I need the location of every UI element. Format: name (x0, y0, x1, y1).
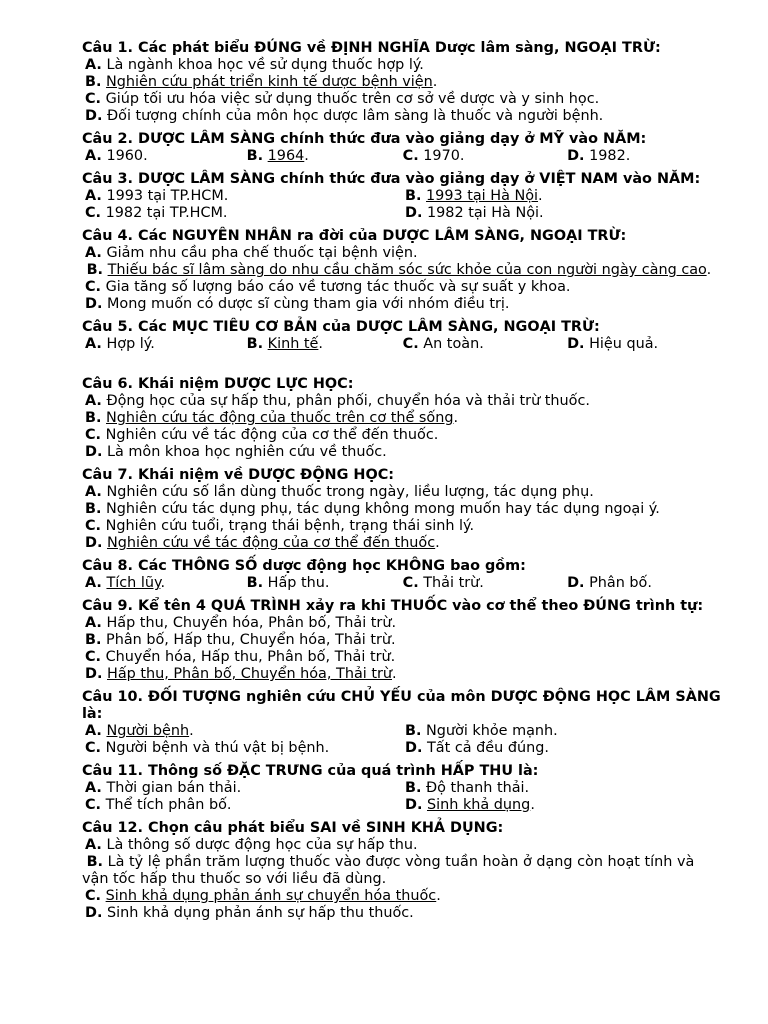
question-block (82, 376, 722, 461)
answer-option: D. Tất cả đều đúng. (405, 740, 549, 756)
question-block (82, 40, 722, 125)
answer-option: A. Thời gian bán thải. (85, 780, 242, 796)
answer-option-correct: B. Kinh tế. (246, 336, 323, 352)
question-title: Câu 4. Các NGUYÊN NHÂN ra đời của DƯỢC LÂM SÀNG, NGOẠI TRỪ: (82, 228, 627, 244)
answer-option: D. 1982. (567, 148, 631, 164)
answer-option: C. Chuyển hóa, Hấp thu, Phân bố, Thải trừ. (85, 649, 396, 665)
question-title: Câu 6. Khái niệm DƯỢC LỰC HỌC: (82, 376, 354, 392)
question-block (82, 467, 722, 552)
answer-option: D. 1982 tại Hà Nội. (405, 205, 544, 221)
answer-row (82, 336, 722, 353)
answer-option: D. Là môn khoa học nghiên cứu về thuốc. (85, 444, 387, 460)
answer-option-correct: B. Nghiên cứu tác động của thuốc trên cơ thể sống. (85, 410, 459, 426)
answer-option: D. Hiệu quả. (567, 336, 659, 352)
answer-option-correct: A. Người bệnh. (85, 723, 194, 739)
answer-option-correct: C. Sinh khả dụng phản ánh sự chuyển hóa thuốc. (85, 888, 441, 904)
answer-option: C. Thải trừ. (402, 575, 484, 591)
answer-option: B. Độ thanh thải. (405, 780, 530, 796)
answer-option: A. Hợp lý. (85, 336, 155, 352)
question-block (82, 319, 722, 353)
question-title: Câu 5. Các MỤC TIÊU CƠ BẢN của DƯỢC LÂM SÀNG, NGOẠI TRỪ: (82, 319, 600, 335)
answer-option: A. Động học của sự hấp thu, phân phối, chuyển hóa và thải trừ thuốc. (85, 393, 590, 409)
answer-row (82, 723, 722, 740)
exam-page (82, 40, 722, 922)
answer-row (82, 780, 722, 797)
answer-option: A. Là ngành khoa học về sử dụng thuốc hợp lý. (85, 57, 424, 73)
answer-option-correct: B. 1964. (246, 148, 309, 164)
answer-option: A. Nghiên cứu số lần dùng thuốc trong ngày, liều lượng, tác dụng phụ. (85, 484, 594, 500)
question-title: Câu 1. Các phát biểu ĐÚNG về ĐỊNH NGHĨA Dược lâm sàng, NGOẠI TRỪ: (82, 40, 661, 56)
question-title: Câu 3. DƯỢC LÂM SÀNG chính thức đưa vào giảng dạy ở VIỆT NAM vào NĂM: (82, 171, 701, 187)
answer-option: A. 1993 tại TP.HCM. (85, 188, 229, 204)
question-block (82, 131, 722, 165)
answer-option: C. 1970. (402, 148, 465, 164)
answer-option: D. Phân bố. (567, 575, 652, 591)
answer-option-correct: B. 1993 tại Hà Nội. (405, 188, 543, 204)
answer-option: B. Người khỏe mạnh. (405, 723, 558, 739)
answer-option: C. 1982 tại TP.HCM. (85, 205, 228, 221)
answer-option: C. Gia tăng số lượng báo cáo về tương tác thuốc và sự suất y khoa. (85, 279, 571, 295)
answer-option-correct: D. Nghiên cứu về tác động của cơ thể đến thuốc. (85, 535, 440, 551)
answer-row (82, 797, 722, 814)
answer-option: A. 1960. (85, 148, 148, 164)
question-block (82, 228, 722, 313)
question-title: Câu 2. DƯỢC LÂM SÀNG chính thức đưa vào giảng dạy ở MỸ vào NĂM: (82, 131, 647, 147)
answer-row (82, 188, 722, 205)
answer-option: A. Hấp thu, Chuyển hóa, Phân bố, Thải trừ. (85, 615, 397, 631)
answer-option: A. Là thông số dược động học của sự hấp thu. (85, 837, 418, 853)
question-block (82, 763, 722, 814)
question-title: Câu 11. Thông số ĐẶC TRƯNG của quá trình HẤP THU là: (82, 763, 539, 779)
answer-option-correct: B. Thiếu bác sĩ lâm sàng do nhu cầu chăm sóc sức khỏe của con người ngày càng cao. (86, 262, 712, 278)
answer-option: B. Hấp thu. (246, 575, 330, 591)
answer-option-correct: A. Tích lũy. (85, 575, 166, 591)
question-title: Câu 9. Kể tên 4 QUÁ TRÌNH xảy ra khi THUỐC vào cơ thể theo ĐÚNG trình tự: (82, 598, 704, 614)
question-block (82, 820, 722, 922)
answer-option: D. Đối tượng chính của môn học dược lâm sàng là thuốc và người bệnh. (85, 108, 604, 124)
answer-row (82, 575, 722, 592)
answer-option: C. Thể tích phân bố. (85, 797, 232, 813)
question-title: Câu 8. Các THÔNG SỐ dược động học KHÔNG bao gồm: (82, 558, 526, 574)
answer-row (82, 148, 722, 165)
question-block (82, 171, 722, 222)
question-block (82, 598, 722, 683)
answer-option-correct: D. Sinh khả dụng. (405, 797, 535, 813)
answer-option: C. An toàn. (402, 336, 484, 352)
answer-option: C. Giúp tối ưu hóa việc sử dụng thuốc trên cơ sở về dược và y sinh học. (85, 91, 600, 107)
question-block (82, 689, 722, 757)
answer-option: B. Nghiên cứu tác dụng phụ, tác dụng không mong muốn hay tác dụng ngoại ý. (85, 501, 660, 517)
answer-option-correct: D. Hấp thu, Phân bố, Chuyển hóa, Thải trừ. (85, 666, 397, 682)
answer-option: C. Người bệnh và thú vật bị bệnh. (85, 740, 330, 756)
answer-option: D. Sinh khả dụng phản ánh sự hấp thu thuốc. (85, 905, 414, 921)
answer-option: B. Phân bố, Hấp thu, Chuyển hóa, Thải trừ. (85, 632, 396, 648)
answer-row (82, 740, 722, 757)
answer-option: B. Là tỷ lệ phần trăm lượng thuốc vào được vòng tuần hoàn ở dạng còn hoạt tính và vận tốc hấp thu thuốc so với liều đã dùng. (82, 854, 695, 887)
answer-option: D. Mong muốn có dược sĩ cùng tham gia với nhóm điều trị. (85, 296, 510, 312)
answer-option-correct: B. Nghiên cứu phát triển kinh tế dược bệnh viện. (85, 74, 438, 90)
question-title: Câu 7. Khái niệm về DƯỢC ĐỘNG HỌC: (82, 467, 395, 483)
question-title: Câu 12. Chọn câu phát biểu SAI về SINH KHẢ DỤNG: (82, 820, 504, 836)
answer-option: A. Giảm nhu cầu pha chế thuốc tại bệnh viện. (85, 245, 418, 261)
answer-option: C. Nghiên cứu về tác động của cơ thể đến thuốc. (85, 427, 439, 443)
question-block (82, 558, 722, 592)
answer-row (82, 205, 722, 222)
question-title: Câu 10. ĐỐI TƯỢNG nghiên cứu CHỦ YẾU của môn DƯỢC ĐỘNG HỌC LÂM SÀNG là: (82, 689, 721, 722)
answer-option: C. Nghiên cứu tuổi, trạng thái bệnh, trạng thái sinh lý. (85, 518, 475, 534)
